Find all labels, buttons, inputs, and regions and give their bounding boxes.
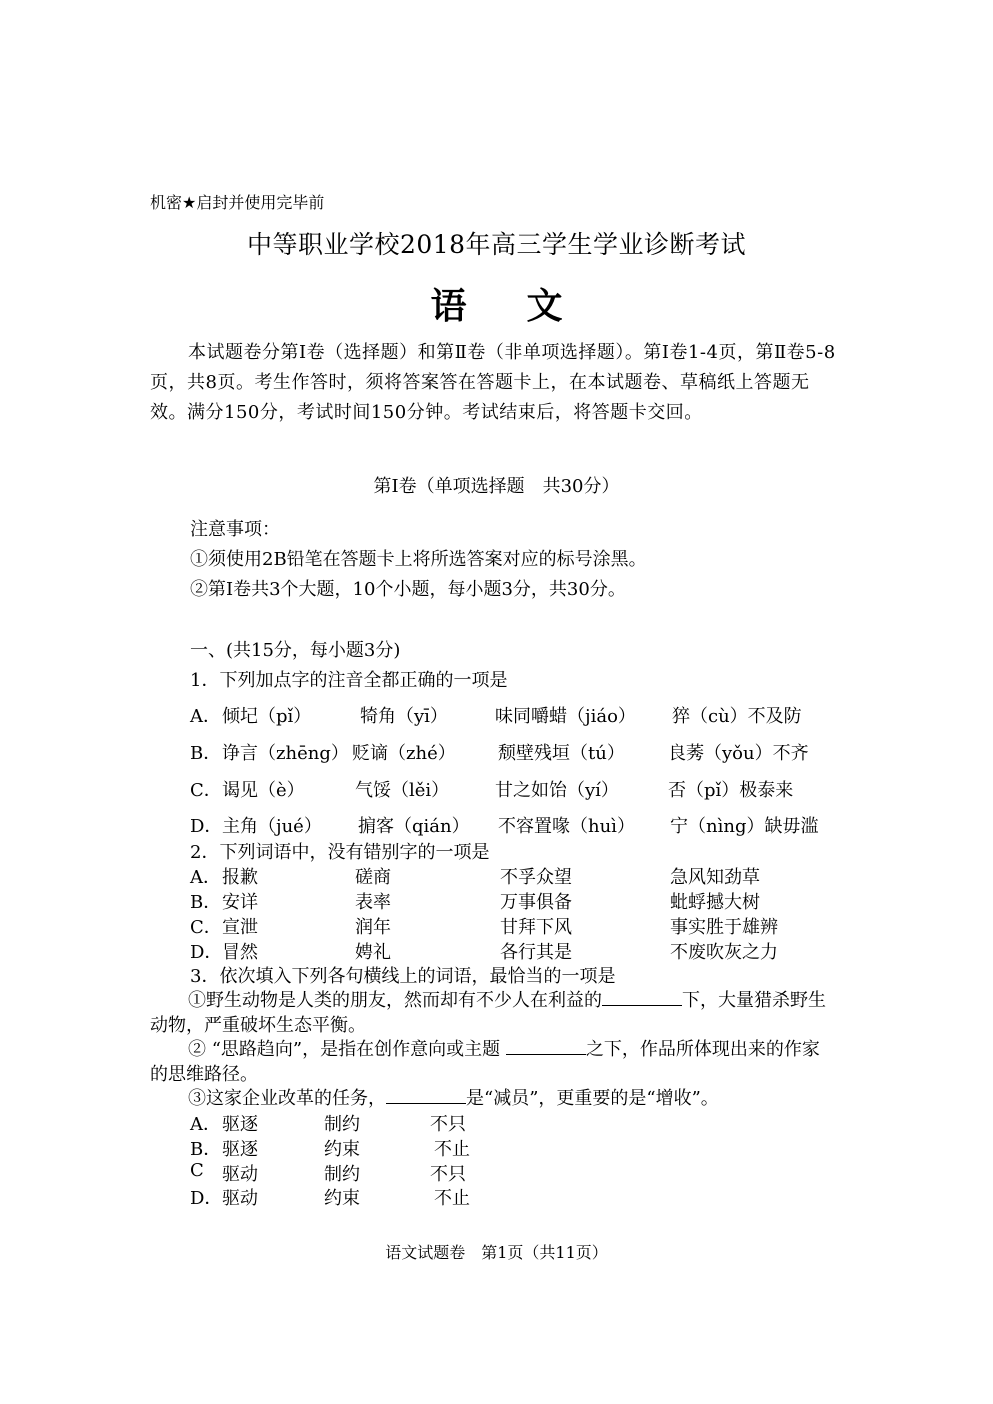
option-item: 蚍蜉撼大树 (670, 892, 760, 913)
option-item: 报歉 (222, 867, 258, 888)
option-item: 不止 (434, 1188, 470, 1209)
sentence-text: 是“减员”，更重要的是“增收”。 (466, 1088, 719, 1109)
question-3-sentence-1 (150, 987, 830, 1038)
option-item: 驱动 (222, 1164, 258, 1185)
option-item: 不只 (430, 1164, 466, 1185)
option-item: 气馁（lěi） (355, 780, 450, 801)
fill-blank (602, 987, 682, 1006)
question-3-sentence-2 (150, 1036, 830, 1087)
sentence-text: 下，大量猎杀野生动物，严重破坏生态平衡。 (150, 990, 826, 1036)
page-footer: 语文试题卷 第1页（共11页） (385, 1243, 608, 1262)
notes-title: 注意事项： (190, 519, 280, 540)
section-heading: 第Ⅰ卷（单项选择题 共30分） (373, 476, 620, 497)
option-item: 宁（nìng）缺毋滥 (670, 816, 819, 837)
option-item: 驱逐 (222, 1139, 258, 1160)
option-item: 谒见（è） (222, 780, 305, 801)
question-2-stem: 2．下列词语中，没有错别字的一项是 (190, 842, 490, 863)
sentence-text: ③这家企业改革的任务， (188, 1088, 386, 1109)
sentence-text: 之下，作品所体现出来的作家的思维路径。 (150, 1039, 820, 1085)
option-item: 犄角（yī） (360, 706, 448, 727)
option-item: 事实胜于雄辨 (670, 917, 778, 938)
option-item: 主角（jué） (222, 816, 322, 837)
option-label: D． (190, 1188, 223, 1209)
subject-char-2: 文 (526, 285, 563, 327)
option-label: C． (190, 917, 222, 938)
option-label: C (190, 1160, 204, 1181)
option-item: 约束 (324, 1139, 360, 1160)
option-item: 否（pǐ）极泰来 (668, 780, 794, 801)
option-item: 娉礼 (355, 942, 391, 963)
part-heading: 一、(共15分，每小题3分) (190, 640, 401, 661)
exam-title: 中等职业学校2018年高三学生学业诊断考试 (246, 230, 747, 259)
option-item: 宣泄 (222, 917, 258, 938)
option-item: 不孚众望 (500, 867, 572, 888)
option-item: 掮客（qián） (358, 816, 470, 837)
option-item: 甘拜下风 (500, 917, 572, 938)
option-item: 驱动 (222, 1188, 258, 1209)
option-item: 不废吹灰之力 (670, 942, 778, 963)
option-item: 冒然 (222, 942, 258, 963)
option-item: 制约 (324, 1114, 360, 1135)
option-item: 万事俱备 (500, 892, 572, 913)
question-3-sentence-3 (150, 1085, 830, 1111)
subject-char-1: 语 (430, 285, 467, 327)
note-item: ①须使用2B铅笔在答题卡上将所选答案对应的标号涂黑。 (190, 549, 647, 570)
option-label: A． (190, 706, 221, 727)
option-item: 猝（cù）不及防 (672, 706, 802, 727)
option-item: 良莠（yǒu）不齐 (668, 743, 809, 764)
option-label: B． (190, 892, 222, 913)
note-item: ②第Ⅰ卷共3个大题，10个小题，每小题3分，共30分。 (190, 579, 626, 600)
option-item: 制约 (324, 1164, 360, 1185)
option-item: 磋商 (355, 867, 391, 888)
option-item: 各行其是 (500, 942, 572, 963)
option-item: 安详 (222, 892, 258, 913)
option-item: 约束 (324, 1188, 360, 1209)
sentence-text: ①野生动物是人类的朋友，然而却有不少人在利益的 (188, 990, 602, 1011)
fill-blank (386, 1085, 466, 1104)
option-item: 不容置喙（huì） (498, 816, 635, 837)
subject-title (0, 278, 993, 329)
option-item: 甘之如饴（yí） (495, 780, 619, 801)
option-label: D． (190, 816, 223, 837)
confidential-label: 机密★启封并使用完毕前 (150, 193, 325, 212)
option-item: 贬谪（zhé） (352, 743, 456, 764)
option-item: 润年 (355, 917, 391, 938)
option-item: 驱逐 (222, 1114, 258, 1135)
option-item: 不只 (430, 1114, 466, 1135)
option-item: 诤言（zhēng） (222, 743, 349, 764)
option-item: 不止 (434, 1139, 470, 1160)
option-label: B． (190, 1139, 222, 1160)
question-1-stem: 1．下列加点字的注音全都正确的一项是 (190, 670, 508, 691)
option-item: 颓壁残垣（tú） (498, 743, 625, 764)
fill-blank (506, 1036, 586, 1055)
option-label: D． (190, 942, 223, 963)
option-label: B． (190, 743, 222, 764)
option-label: C． (190, 780, 222, 801)
option-label: A． (190, 1114, 221, 1135)
option-label: A． (190, 867, 221, 888)
option-item: 倾圮（pǐ） (222, 706, 312, 727)
sentence-text: ② “思路趋向”，是指在创作意向或主题 (188, 1039, 506, 1060)
intro-paragraph: 本试题卷分第Ⅰ卷（选择题）和第Ⅱ卷（非单项选择题）。第Ⅰ卷1-4页，第Ⅱ卷5-8页，共8页。考生作答时，须将答案答在答题卡上，在本试题卷、草稿纸上答题无效。满分150分，考试时间150分钟。考试结束后，将答题卡交回。 (150, 342, 836, 423)
question-3-stem: 3．依次填入下列各句横线上的词语，最恰当的一项是 (190, 966, 616, 987)
option-item: 表率 (355, 892, 391, 913)
option-item: 急风知劲草 (670, 867, 760, 888)
option-item: 味同嚼蜡（jiáo） (495, 706, 636, 727)
